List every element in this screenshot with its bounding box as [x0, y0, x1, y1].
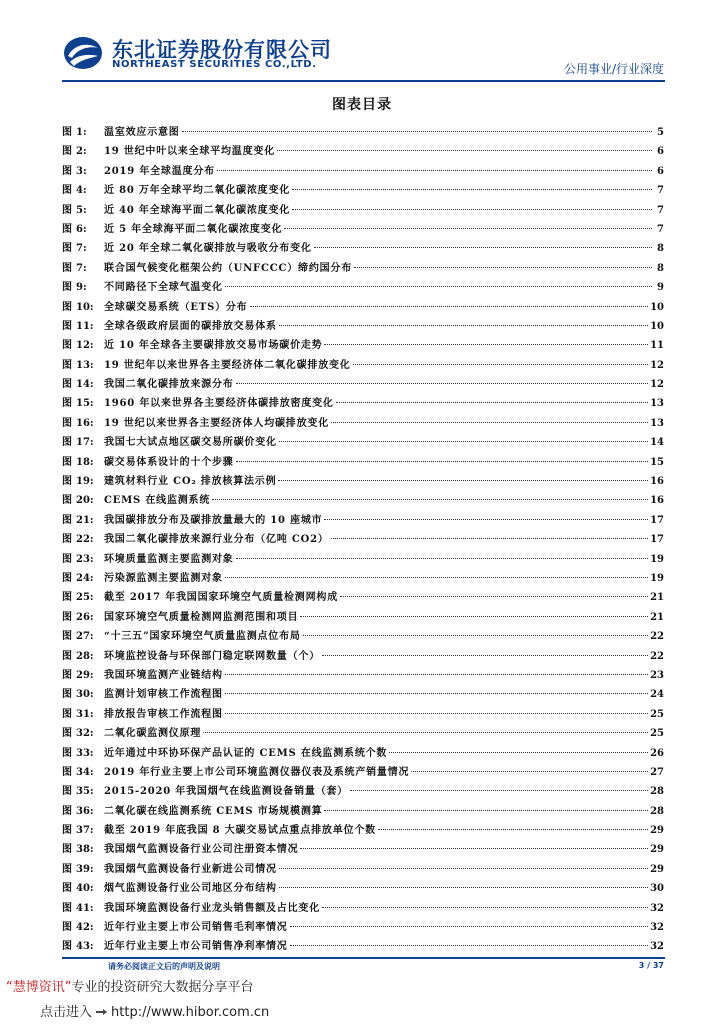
toc-page-number: 21: [650, 611, 664, 623]
toc-fig-label: 图: [62, 592, 72, 604]
toc-dot-leader: [279, 868, 648, 869]
toc-page-number: 26: [650, 747, 664, 759]
toc-entry-title: 我国环境监测产业链结构: [104, 669, 223, 681]
toc-dot-leader: [331, 538, 648, 539]
toc-fig-label: 图: [62, 320, 72, 332]
toc-fig-number: 25:: [76, 592, 94, 604]
toc-entry[interactable]: [62, 433, 664, 452]
toc-entry[interactable]: [62, 937, 664, 956]
toc-fig-label: 图: [62, 495, 72, 507]
toc-entry[interactable]: [62, 802, 664, 821]
toc-entry[interactable]: [62, 860, 664, 879]
toc-entry-title: 近 80 万年全球平均二氧化碳浓度变化: [104, 185, 291, 197]
toc-fig-number: 11:: [76, 320, 94, 332]
toc-entry-title: 我国烟气监测设备行业公司注册资本情况: [104, 844, 299, 856]
toc-fig-label: 图: [62, 572, 72, 584]
toc-dot-leader: [324, 519, 648, 520]
toc-fig-label: 图: [62, 708, 72, 720]
toc-fig-number: 15:: [76, 398, 94, 410]
page-number: 3 / 37: [638, 961, 664, 970]
toc-entry-title: 近 40 年全球海平面二氧化碳浓度变化: [104, 204, 291, 216]
toc-entry[interactable]: [62, 239, 664, 258]
toc-fig-label: 图: [62, 340, 72, 352]
toc-dot-leader: [278, 480, 648, 481]
promo-link-line[interactable]: [40, 1001, 269, 1020]
toc-fig-label: 图: [62, 301, 72, 313]
toc-entry[interactable]: [62, 123, 664, 142]
toc-fig-label: 图: [62, 553, 72, 565]
toc-fig-label: 图: [62, 805, 72, 817]
toc-fig-label: 图: [62, 282, 72, 294]
toc-fig-label: 图: [62, 204, 72, 216]
toc-fig-label: 图: [62, 165, 72, 177]
toc-page-number: 5: [657, 127, 664, 138]
toc-entry-title: 国家环境空气质量检测网监测范围和项目: [104, 611, 299, 623]
northeast-securities-logo-icon: [62, 34, 104, 72]
toc-fig-number: 42:: [76, 922, 94, 934]
toc-dot-leader: [292, 209, 652, 210]
toc-entry[interactable]: [62, 899, 664, 918]
toc-dot-leader: [300, 848, 648, 849]
toc-dot-leader: [290, 926, 648, 927]
toc-fig-label: 图: [62, 902, 72, 914]
toc-entry-title: 建筑材料行业 CO₂ 排放核算法示例: [104, 476, 277, 488]
toc-page-number: 8: [657, 262, 664, 274]
toc-fig-label: 图: [62, 631, 72, 643]
toc-page-number: 13: [650, 417, 664, 429]
page-title: 图表目录: [332, 97, 392, 113]
toc-entry[interactable]: [62, 588, 664, 607]
toc-entry[interactable]: [62, 394, 664, 413]
toc-fig-number: 39:: [76, 863, 94, 875]
toc-page-number: 17: [650, 514, 664, 526]
toc-entry-title: 19 世纪年以来世界各主要经济体二氧化碳排放变化: [104, 359, 351, 371]
toc-page-number: 27: [650, 766, 664, 778]
toc-fig-number: 19:: [76, 476, 94, 488]
toc-entry[interactable]: [62, 627, 664, 646]
toc-page-number: 9: [657, 282, 664, 294]
toc-fig-number: 9:: [76, 282, 87, 294]
toc-fig-number: 28:: [76, 650, 94, 662]
toc-entry-title: 2019 年行业主要上市公司环境监测仪器仪表及系统产销量情况: [104, 766, 410, 778]
toc-entry[interactable]: [62, 298, 664, 317]
toc-entry-title: 近 20 年全球二氧化碳排放与吸收分布变化: [104, 243, 312, 255]
toc-entry[interactable]: [62, 608, 664, 627]
toc-entry[interactable]: [62, 453, 664, 472]
toc-entry-title: 我国二氧化碳排放来源行业分布（亿吨 CO2）: [104, 534, 329, 546]
figure-list: [62, 123, 664, 957]
toc-entry[interactable]: [62, 511, 664, 530]
toc-fig-number: 31:: [76, 708, 94, 720]
pointing-hand-icon: [94, 1004, 108, 1018]
toc-fig-number: 41:: [76, 902, 94, 914]
toc-entry[interactable]: [62, 181, 664, 200]
toc-fig-label: 图: [62, 437, 72, 449]
toc-fig-number: 43:: [76, 941, 94, 953]
promo-text: 专业的投资研究大数据分享平台: [71, 980, 254, 995]
toc-page-number: 32: [650, 922, 664, 934]
toc-fig-label: 图: [62, 766, 72, 778]
toc-entry-title: 全球各级政府层面的碳排放交易体系: [104, 320, 277, 332]
toc-fig-label: 图: [62, 223, 72, 235]
toc-entry-title: 近 10 年全球各主要碳排放交易市场碳价走势: [104, 340, 323, 352]
toc-dot-leader: [324, 344, 648, 345]
toc-fig-number: 1:: [76, 127, 87, 138]
toc-dot-leader: [290, 945, 648, 946]
toc-dot-leader: [236, 461, 648, 462]
toc-entry[interactable]: [62, 336, 664, 355]
toc-dot-leader: [324, 810, 648, 811]
toc-dot-leader: [331, 422, 648, 423]
toc-page-number: 22: [650, 650, 664, 662]
toc-dot-leader: [225, 693, 648, 694]
toc-dot-leader: [225, 713, 648, 714]
toc-fig-label: 图: [62, 650, 72, 662]
toc-entry-title: 我国碳排放分布及碳排放量最大的 10 座城市: [104, 514, 323, 526]
toc-page-number: 28: [650, 786, 664, 798]
toc-fig-label: 图: [62, 786, 72, 798]
toc-page-number: 14: [650, 437, 664, 449]
toc-dot-leader: [212, 499, 648, 500]
toc-fig-number: 40:: [76, 883, 94, 895]
toc-dot-leader: [322, 907, 648, 908]
toc-dot-leader: [279, 887, 648, 888]
toc-entry-title: 近年行业主要上市公司销售毛利率情况: [104, 922, 288, 934]
toc-fig-number: 6:: [76, 223, 87, 235]
toc-entry-title: 近年行业主要上市公司销售净利率情况: [104, 941, 288, 953]
toc-entry[interactable]: [62, 879, 664, 898]
toc-page-number: 25: [650, 728, 664, 740]
toc-page-number: 23: [650, 669, 664, 681]
toc-fig-label: 图: [62, 185, 72, 197]
toc-fig-label: 图: [62, 514, 72, 526]
toc-entry[interactable]: [62, 356, 664, 375]
toc-fig-number: 21:: [76, 514, 94, 526]
toc-page-number: 19: [650, 572, 664, 584]
toc-entry-title: 污染源监测主要监测对象: [104, 572, 223, 584]
toc-dot-leader: [353, 364, 648, 365]
toc-entry-title: 监测计划审核工作流程图: [104, 689, 223, 701]
report-category: 公用事业/行业深度: [563, 62, 664, 76]
toc-dot-leader: [279, 325, 648, 326]
toc-fig-number: 14:: [76, 379, 94, 391]
toc-fig-label: 图: [62, 728, 72, 740]
toc-entry-title: 近年通过中环协环保产品认证的 CEMS 在线监测系统个数: [104, 747, 388, 759]
toc-fig-number: 33:: [76, 747, 94, 759]
toc-entry-title: 我国环境监测设备行业龙头销售额及占比变化: [104, 902, 320, 914]
toc-entry-title: 联合国气候变化框架公约（UNFCCC）缔约国分布: [104, 262, 353, 274]
toc-dot-leader: [279, 441, 648, 442]
toc-dot-leader: [182, 131, 652, 132]
toc-page-number: 12: [650, 379, 664, 391]
toc-dot-leader: [322, 655, 648, 656]
toc-entry-title: 二氧化碳监测仪原理: [104, 728, 202, 740]
toc-fig-label: 图: [62, 243, 72, 255]
toc-dot-leader: [225, 286, 652, 287]
toc-entry[interactable]: [62, 550, 664, 569]
toc-fig-number: 20:: [76, 495, 94, 507]
toc-entry[interactable]: [62, 530, 664, 549]
toc-page-number: 7: [657, 185, 664, 197]
toc-page-number: 7: [657, 223, 664, 235]
toc-page-number: 13: [650, 398, 664, 410]
toc-fig-label: 图: [62, 534, 72, 546]
toc-page-number: 6: [657, 146, 664, 158]
toc-entry-title: “十三五”国家环境空气质量监测点位布局: [104, 631, 301, 643]
toc-fig-number: 22:: [76, 534, 94, 546]
toc-dot-leader: [300, 616, 648, 617]
toc-fig-number: 26:: [76, 611, 94, 623]
toc-fig-number: 13:: [76, 359, 94, 371]
toc-fig-label: 图: [62, 922, 72, 934]
company-name-en: NORTHEAST SECURITIES CO.,LTD.: [112, 59, 317, 70]
toc-page-number: 29: [650, 863, 664, 875]
toc-dot-leader: [389, 752, 648, 753]
toc-entry[interactable]: [62, 705, 664, 724]
toc-entry[interactable]: [62, 375, 664, 394]
toc-dot-leader: [303, 635, 648, 636]
toc-entry-title: 全球碳交易系统（ETS）分布: [104, 301, 248, 313]
toc-page-number: 32: [650, 902, 664, 914]
toc-entry[interactable]: [62, 142, 664, 161]
toc-fig-label: 图: [62, 669, 72, 681]
toc-fig-label: 图: [62, 456, 72, 468]
toc-page-number: 16: [650, 476, 664, 488]
toc-entry[interactable]: [62, 782, 664, 801]
toc-fig-number: 38:: [76, 844, 94, 856]
toc-page-number: 22: [650, 631, 664, 643]
promo-line: [6, 976, 254, 995]
toc-entry-title: 截至 2017 年我国国家环境空气质量检测网构成: [104, 592, 338, 604]
toc-entry-title: 二氧化碳在线监测系统 CEMS 市场规模测算: [104, 805, 323, 817]
toc-page-number: 15: [650, 456, 664, 468]
toc-entry-title: 我国七大试点地区碳交易所碳价变化: [104, 437, 277, 449]
toc-fig-label: 图: [62, 359, 72, 371]
toc-fig-number: 5:: [76, 204, 87, 216]
toc-entry-title: 1960 年以来世界各主要经济体碳排放密度变化: [104, 398, 334, 410]
toc-fig-label: 图: [62, 146, 72, 158]
toc-page-number: 16: [650, 495, 664, 507]
header-divider: [62, 80, 665, 82]
toc-entry[interactable]: [62, 840, 664, 859]
toc-fig-number: 7:: [76, 243, 87, 255]
toc-entry[interactable]: [62, 472, 664, 491]
toc-fig-label: 图: [62, 611, 72, 623]
toc-fig-number: 18:: [76, 456, 94, 468]
toc-entry-title: 不同路径下全球气温变化: [104, 282, 223, 294]
toc-entry[interactable]: [62, 491, 664, 510]
toc-entry[interactable]: [62, 259, 664, 278]
toc-fig-number: 32:: [76, 728, 94, 740]
toc-entry[interactable]: [62, 918, 664, 937]
toc-entry[interactable]: [62, 724, 664, 743]
toc-entry[interactable]: [62, 569, 664, 588]
toc-entry-title: 我国烟气监测设备行业新进公司情况: [104, 863, 277, 875]
toc-entry-title: CEMS 在线监测系统: [104, 495, 211, 507]
toc-dot-leader: [292, 189, 652, 190]
toc-page-number: 29: [650, 825, 664, 837]
toc-page-number: 10: [650, 301, 664, 313]
toc-page-number: 24: [650, 689, 664, 701]
toc-dot-leader: [284, 228, 652, 229]
toc-page-number: 12: [650, 359, 664, 371]
toc-dot-leader: [336, 402, 648, 403]
promo-brand: “慧博资讯”: [6, 980, 72, 995]
toc-fig-number: 16:: [76, 417, 94, 429]
toc-fig-number: 12:: [76, 340, 94, 352]
toc-page-number: 29: [650, 844, 664, 856]
toc-dot-leader: [203, 732, 648, 733]
toc-fig-number: 2:: [76, 146, 87, 158]
toc-entry-title: 环境监控设备与环保部门稳定联网数量（个）: [104, 650, 320, 662]
toc-dot-leader: [378, 829, 648, 830]
toc-page-number: 28: [650, 805, 664, 817]
toc-fig-label: 图: [62, 941, 72, 953]
toc-entry[interactable]: [62, 201, 664, 220]
toc-dot-leader: [277, 150, 652, 151]
toc-fig-label: 图: [62, 262, 72, 274]
toc-entry-title: 2015-2020 年我国烟气在线监测设备销量（套）: [104, 786, 349, 798]
toc-fig-label: 图: [62, 863, 72, 875]
toc-dot-leader: [411, 771, 648, 772]
toc-entry[interactable]: [62, 317, 664, 336]
toc-fig-number: 7:: [76, 262, 87, 274]
toc-entry[interactable]: [62, 685, 664, 704]
toc-entry-title: 19 世纪以来世界各主要经济体人均碳排放变化: [104, 417, 329, 429]
toc-fig-label: 图: [62, 398, 72, 410]
footer-disclaimer: 请务必阅读正文后的声明及说明: [108, 962, 220, 971]
toc-fig-label: 图: [62, 417, 72, 429]
toc-entry-title: 截至 2019 年底我国 8 大碳交易试点重点排放单位个数: [104, 825, 376, 837]
toc-dot-leader: [354, 267, 652, 268]
toc-entry[interactable]: [62, 763, 664, 782]
toc-dot-leader: [236, 383, 648, 384]
toc-fig-label: 图: [62, 844, 72, 856]
toc-entry-title: 碳交易体系设计的十个步骤: [104, 456, 234, 468]
toc-fig-label: 图: [62, 476, 72, 488]
toc-entry[interactable]: [62, 162, 664, 181]
toc-page-number: 11: [650, 340, 664, 352]
toc-fig-number: 10:: [76, 301, 94, 313]
promo-link-prefix: 点击进入: [40, 1005, 93, 1020]
toc-dot-leader: [217, 170, 652, 171]
toc-entry-title: 排放报告审核工作流程图: [104, 708, 223, 720]
toc-dot-leader: [225, 577, 648, 578]
toc-entry[interactable]: [62, 666, 664, 685]
toc-fig-number: 4:: [76, 185, 87, 197]
toc-fig-number: 3:: [76, 165, 87, 177]
page-header: [0, 0, 724, 80]
toc-page-number: 7: [657, 204, 664, 216]
toc-entry-title: 环境质量监测主要监测对象: [104, 553, 234, 565]
toc-fig-label: 图: [62, 883, 72, 895]
company-name-cn: 东北证券股份有限公司: [112, 38, 332, 62]
toc-dot-leader: [250, 306, 649, 307]
toc-entry-title: 烟气监测设备行业公司地区分布结构: [104, 883, 277, 895]
toc-fig-number: 24:: [76, 572, 94, 584]
toc-fig-number: 27:: [76, 631, 94, 643]
toc-dot-leader: [350, 790, 648, 791]
toc-fig-label: 图: [62, 379, 72, 391]
toc-fig-number: 23:: [76, 553, 94, 565]
toc-entry-title: 2019 年全球温度分布: [104, 165, 215, 177]
toc-entry-title: 我国二氧化碳排放来源分布: [104, 379, 234, 391]
toc-dot-leader: [314, 247, 652, 248]
toc-entry-title: 温室效应示意图: [104, 127, 180, 138]
toc-entry-title: 近 5 年全球海平面二氧化碳浓度变化: [104, 223, 283, 235]
toc-fig-number: 30:: [76, 689, 94, 701]
toc-fig-label: 图: [62, 127, 72, 138]
toc-page-number: 25: [650, 708, 664, 720]
toc-dot-leader: [225, 674, 648, 675]
toc-page-number: 17: [650, 534, 664, 546]
toc-fig-number: 37:: [76, 825, 94, 837]
toc-entry[interactable]: [62, 220, 664, 239]
toc-entry[interactable]: [62, 744, 664, 763]
toc-page-number: 19: [650, 553, 664, 565]
toc-dot-leader: [236, 558, 648, 559]
toc-page-number: 30: [650, 883, 664, 895]
toc-fig-label: 图: [62, 747, 72, 759]
toc-page-number: 10: [650, 320, 664, 332]
toc-fig-number: 29:: [76, 669, 94, 681]
toc-entry[interactable]: [62, 278, 664, 297]
toc-fig-number: 17:: [76, 437, 94, 449]
toc-page-number: 32: [650, 941, 664, 953]
promo-url-link[interactable]: http://www.hibor.com.cn: [111, 1005, 270, 1020]
toc-page-number: 21: [650, 592, 664, 604]
toc-fig-number: 34:: [76, 766, 94, 778]
toc-entry[interactable]: [62, 647, 664, 666]
toc-page-number: 6: [657, 165, 664, 177]
toc-fig-number: 35:: [76, 786, 94, 798]
toc-entry[interactable]: [62, 414, 664, 433]
toc-entry[interactable]: [62, 821, 664, 840]
toc-page-number: 8: [657, 243, 664, 255]
toc-fig-label: 图: [62, 825, 72, 837]
footer-divider: [62, 957, 665, 959]
toc-dot-leader: [340, 596, 648, 597]
toc-fig-label: 图: [62, 689, 72, 701]
toc-fig-number: 36:: [76, 805, 94, 817]
toc-entry-title: 19 世纪中叶以来全球平均温度变化: [104, 146, 275, 158]
